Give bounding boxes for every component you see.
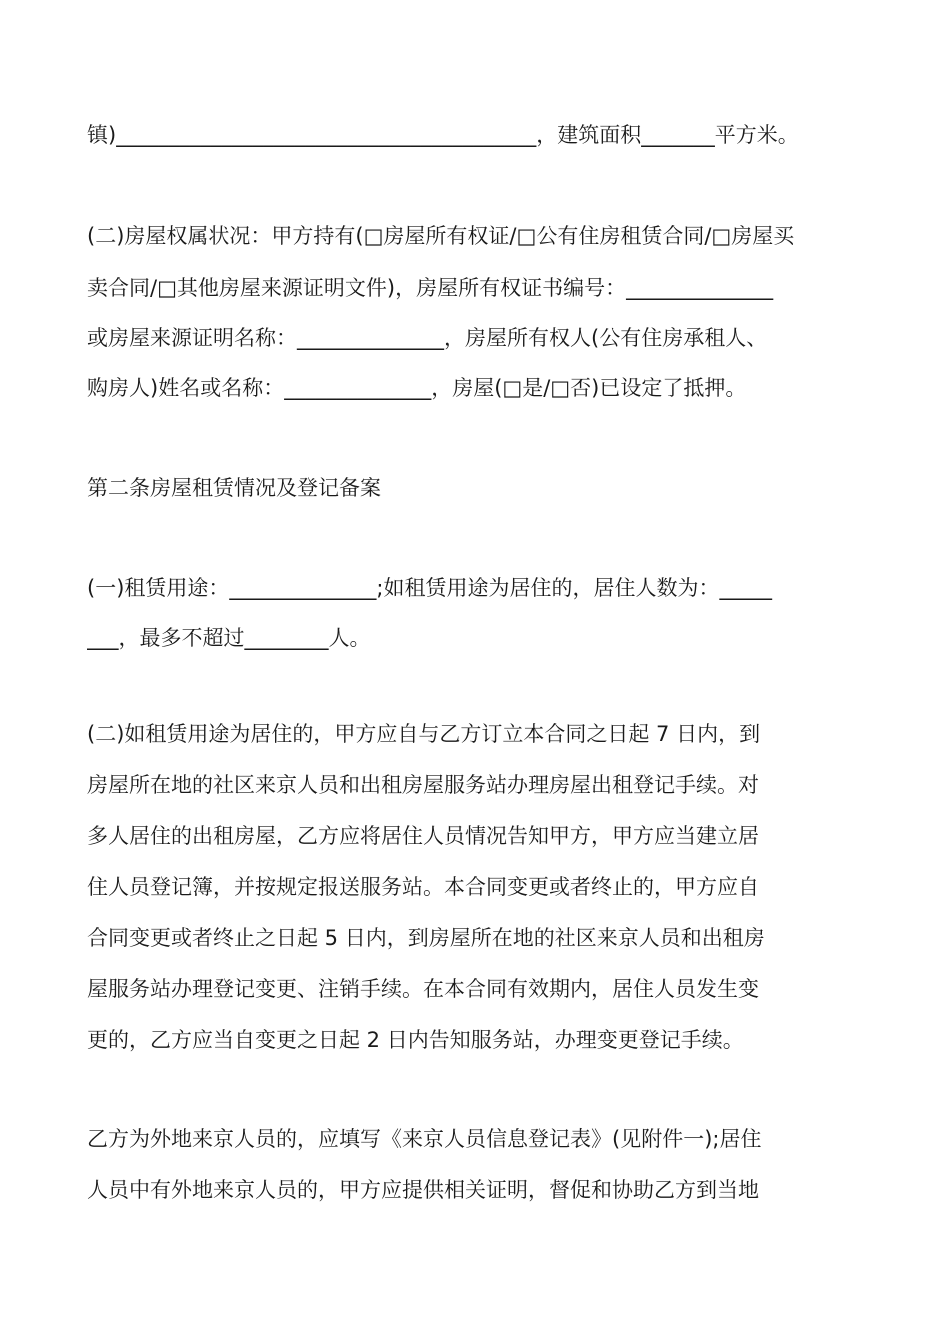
text-line-16: 乙方为外地来京人员的，应填写《来京人员信息登记表》(见附件一);居住 bbox=[87, 1127, 762, 1151]
text-line-14: 屋服务站办理登记变更、注销手续。在本合同有效期内，居住人员发生变 bbox=[87, 977, 759, 1001]
text-line-17: 人员中有外地来京人员的，甲方应提供相关证明，督促和协助乙方到当地 bbox=[87, 1178, 759, 1202]
text-line-8: ___，最多不超过________人。 bbox=[87, 626, 371, 650]
text-line-7: (一)租赁用途：______________;如租赁用途为居住的，居住人数为：_____ bbox=[87, 576, 772, 600]
section-heading: 第二条房屋租赁情况及登记备案 bbox=[87, 476, 381, 500]
text-line-4: 或房屋来源证明名称：______________，房屋所有权人(公有住房承租人、 bbox=[87, 326, 768, 350]
text-line-10: 房屋所在地的社区来京人员和出租房屋服务站办理房屋出租登记手续。对 bbox=[87, 773, 759, 797]
text-line-15: 更的，乙方应当自变更之日起 2 日内告知服务站，办理变更登记手续。 bbox=[87, 1028, 744, 1052]
text-line-11: 多人居住的出租房屋，乙方应将居住人员情况告知甲方，甲方应当建立居 bbox=[87, 824, 759, 848]
text-line-3: 卖合同/□其他房屋来源证明文件)，房屋所有权证书编号：______________ bbox=[87, 276, 774, 300]
text-line-5: 购房人)姓名或名称：______________，房屋(□是/□否)已设定了抵押。 bbox=[87, 376, 747, 400]
text-line-9: (二)如租赁用途为居住的，甲方应自与乙方订立本合同之日起 7 日内，到 bbox=[87, 722, 761, 746]
text-line-2: (二)房屋权属状况：甲方持有(□房屋所有权证/□公有住房租赁合同/□房屋买 bbox=[87, 224, 795, 248]
text-line-13: 合同变更或者终止之日起 5 日内，到房屋所在地的社区来京人员和出租房 bbox=[87, 926, 765, 950]
text-line-12: 住人员登记簿，并按规定报送服务站。本合同变更或者终止的，甲方应自 bbox=[87, 875, 759, 899]
text-line-1: 镇)________________________________________，建筑面积_______平方米。 bbox=[87, 123, 799, 147]
